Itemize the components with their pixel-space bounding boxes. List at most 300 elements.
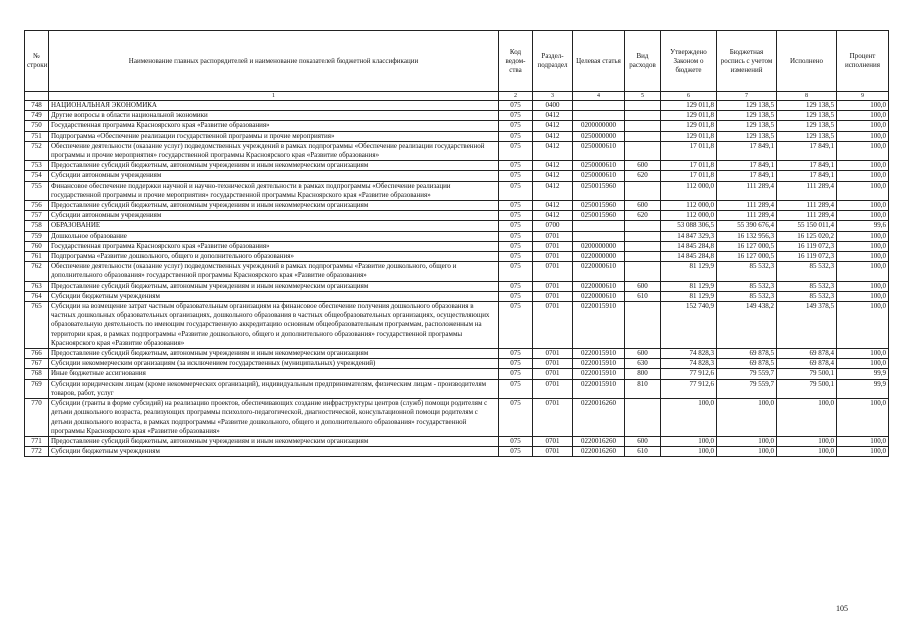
row-target-article: 0220016260 xyxy=(573,399,625,437)
row-approved: 100,0 xyxy=(661,399,717,437)
row-number: 757 xyxy=(25,211,49,221)
table-row xyxy=(25,369,889,379)
row-number: 770 xyxy=(25,399,49,437)
row-target-article xyxy=(573,101,625,111)
row-number: 749 xyxy=(25,111,49,121)
row-expense-type xyxy=(625,262,661,281)
row-target-article xyxy=(573,231,625,241)
row-dept-code: 075 xyxy=(499,262,533,281)
table-row xyxy=(25,262,889,281)
row-name: Субсидии автономным учреждениям xyxy=(49,211,499,221)
row-percent: 100,0 xyxy=(837,252,889,262)
row-painting: 100,0 xyxy=(717,447,777,457)
row-approved: 152 740,9 xyxy=(661,302,717,349)
row-painting: 129 138,5 xyxy=(717,101,777,111)
row-approved: 129 011,8 xyxy=(661,121,717,131)
col-number: 8 xyxy=(777,92,837,101)
row-painting: 111 289,4 xyxy=(717,201,777,211)
row-approved: 77 912,6 xyxy=(661,369,717,379)
table-row xyxy=(25,302,889,349)
row-target-article: 0220015910 xyxy=(573,379,625,398)
row-section: 0701 xyxy=(533,399,573,437)
row-approved: 14 847 329,3 xyxy=(661,231,717,241)
row-target-article: 0220000610 xyxy=(573,281,625,291)
row-section: 0412 xyxy=(533,171,573,181)
row-number: 754 xyxy=(25,171,49,181)
row-section: 0701 xyxy=(533,369,573,379)
row-target-article: 0220016260 xyxy=(573,436,625,446)
row-dept-code: 075 xyxy=(499,111,533,121)
col-number: 5 xyxy=(625,92,661,101)
col-header-approved: Утверждено Законом о бюджете xyxy=(661,31,717,92)
row-section: 0412 xyxy=(533,181,573,200)
row-approved: 14 845 284,8 xyxy=(661,252,717,262)
row-dept-code: 075 xyxy=(499,291,533,301)
row-name: Субсидии юридическим лицам (кроме некоммерческих организаций), индивидуальным предпринимателям, физическим лицам - производителям товаров, работ, услуг xyxy=(49,379,499,398)
row-expense-type: 610 xyxy=(625,447,661,457)
row-painting: 100,0 xyxy=(717,436,777,446)
row-number: 751 xyxy=(25,131,49,141)
row-target-article: 0250000000 xyxy=(573,131,625,141)
row-percent: 100,0 xyxy=(837,399,889,437)
row-dept-code: 075 xyxy=(499,399,533,437)
row-dept-code: 075 xyxy=(499,369,533,379)
row-number: 753 xyxy=(25,161,49,171)
row-number: 755 xyxy=(25,181,49,200)
col-header-target: Целевая статья xyxy=(573,31,625,92)
row-section: 0412 xyxy=(533,141,573,160)
row-approved: 129 011,8 xyxy=(661,101,717,111)
row-approved: 129 011,8 xyxy=(661,131,717,141)
table-row xyxy=(25,359,889,369)
row-painting: 85 532,3 xyxy=(717,262,777,281)
row-number: 763 xyxy=(25,281,49,291)
row-target-article: 0250000610 xyxy=(573,141,625,160)
row-section: 0701 xyxy=(533,349,573,359)
row-number: 769 xyxy=(25,379,49,398)
row-name: Государственная программа Красноярского края «Развитие образования» xyxy=(49,121,499,131)
row-percent: 100,0 xyxy=(837,262,889,281)
row-number: 759 xyxy=(25,231,49,241)
row-expense-type xyxy=(625,181,661,200)
row-executed: 149 378,5 xyxy=(777,302,837,349)
table-row xyxy=(25,349,889,359)
row-painting: 16 127 000,5 xyxy=(717,241,777,251)
row-percent: 100,0 xyxy=(837,161,889,171)
row-executed: 100,0 xyxy=(777,399,837,437)
table-header-row xyxy=(25,31,889,92)
row-name: Подпрограмма «Обеспечение реализации государственной программы и прочие мероприятия» xyxy=(49,131,499,141)
row-expense-type xyxy=(625,241,661,251)
row-name: Субсидии (гранты в форме субсидий) на реализацию проектов, обеспечивающих создание инфраструктуры центров (служб) помощи родителям с детьми дошкольного возраста, реализующих программы психолого-педагогической, диагностической, консультационной помощи родителям с детьми дошкольного возраста, в рамках подпрограммы «Развитие дошкольного, общего и дополнительного образования» государственной программы Красноярского края «Развитие образования» xyxy=(49,399,499,437)
row-target-article: 0220015910 xyxy=(573,349,625,359)
row-expense-type: 600 xyxy=(625,436,661,446)
col-header-name: Наименование главных распорядителей и наименование показателей бюджетной классификации xyxy=(49,31,499,92)
table-row xyxy=(25,252,889,262)
row-percent: 100,0 xyxy=(837,211,889,221)
row-percent: 100,0 xyxy=(837,231,889,241)
row-approved: 17 011,8 xyxy=(661,161,717,171)
row-painting: 69 878,5 xyxy=(717,359,777,369)
row-expense-type: 810 xyxy=(625,379,661,398)
row-executed: 129 138,5 xyxy=(777,131,837,141)
row-painting: 129 138,5 xyxy=(717,111,777,121)
row-target-article: 0200000000 xyxy=(573,241,625,251)
row-percent: 100,0 xyxy=(837,131,889,141)
row-percent: 100,0 xyxy=(837,171,889,181)
row-section: 0701 xyxy=(533,436,573,446)
row-name: Предоставление субсидий бюджетным, автономным учреждениям и иным некоммерческим организациям xyxy=(49,281,499,291)
row-name: Финансовое обеспечение поддержки научной и научно-технической деятельности в рамках подпрограммы «Обеспечение реализации государственной программы и прочие мероприятия» государственной программы Красноярского края «Развитие образования» xyxy=(49,181,499,200)
row-approved: 53 088 306,5 xyxy=(661,221,717,231)
table-row xyxy=(25,201,889,211)
table-row xyxy=(25,241,889,251)
row-percent: 100,0 xyxy=(837,436,889,446)
row-section: 0701 xyxy=(533,252,573,262)
row-name: Подпрограмма «Развитие дошкольного, общего и дополнительного образования» xyxy=(49,252,499,262)
col-number: 7 xyxy=(717,92,777,101)
row-number: 761 xyxy=(25,252,49,262)
row-expense-type: 800 xyxy=(625,369,661,379)
row-name: Предоставление субсидий бюджетным, автономным учреждениям и иным некоммерческим организациям xyxy=(49,161,499,171)
table-row xyxy=(25,399,889,437)
row-section: 0412 xyxy=(533,111,573,121)
row-target-article: 0250015960 xyxy=(573,181,625,200)
row-approved: 112 000,0 xyxy=(661,211,717,221)
col-number: 2 xyxy=(499,92,533,101)
row-expense-type xyxy=(625,302,661,349)
row-executed: 69 878,4 xyxy=(777,349,837,359)
row-executed: 69 878,4 xyxy=(777,359,837,369)
row-painting: 69 878,5 xyxy=(717,349,777,359)
row-approved: 74 828,3 xyxy=(661,349,717,359)
row-approved: 74 828,3 xyxy=(661,359,717,369)
row-painting: 149 438,2 xyxy=(717,302,777,349)
row-dept-code: 075 xyxy=(499,171,533,181)
col-header-vr: Вид расходов xyxy=(625,31,661,92)
table-row xyxy=(25,121,889,131)
row-name: ОБРАЗОВАНИЕ xyxy=(49,221,499,231)
row-percent: 100,0 xyxy=(837,359,889,369)
table-row xyxy=(25,171,889,181)
row-number: 748 xyxy=(25,101,49,111)
row-section: 0412 xyxy=(533,161,573,171)
table-row xyxy=(25,231,889,241)
row-name: Субсидии автономным учреждениям xyxy=(49,171,499,181)
row-painting: 79 559,7 xyxy=(717,379,777,398)
row-name: Субсидии некоммерческим организациям (за исключением государственных (муниципальных) учреждений) xyxy=(49,359,499,369)
row-section: 0701 xyxy=(533,231,573,241)
row-executed: 100,0 xyxy=(777,447,837,457)
row-target-article: 0220000610 xyxy=(573,291,625,301)
table-row xyxy=(25,101,889,111)
row-approved: 100,0 xyxy=(661,447,717,457)
row-target-article: 0220015910 xyxy=(573,359,625,369)
budget-table xyxy=(24,30,889,457)
table-row xyxy=(25,291,889,301)
table-row xyxy=(25,221,889,231)
row-expense-type: 630 xyxy=(625,359,661,369)
table-row xyxy=(25,111,889,121)
row-executed: 79 500,1 xyxy=(777,369,837,379)
table-row xyxy=(25,181,889,200)
row-dept-code: 075 xyxy=(499,181,533,200)
row-percent: 100,0 xyxy=(837,201,889,211)
row-painting: 17 849,1 xyxy=(717,161,777,171)
row-number: 762 xyxy=(25,262,49,281)
row-expense-type: 600 xyxy=(625,161,661,171)
row-expense-type xyxy=(625,111,661,121)
row-name: Предоставление субсидий бюджетным, автономным учреждениям и иным некоммерческим организациям xyxy=(49,436,499,446)
budget-sheet xyxy=(24,30,888,457)
row-painting: 55 390 676,4 xyxy=(717,221,777,231)
row-painting: 17 849,1 xyxy=(717,171,777,181)
row-name: Предоставление субсидий бюджетным, автономным учреждениям и иным некоммерческим организациям xyxy=(49,349,499,359)
row-dept-code: 075 xyxy=(499,231,533,241)
row-expense-type xyxy=(625,101,661,111)
row-expense-type xyxy=(625,141,661,160)
row-section: 0701 xyxy=(533,379,573,398)
row-executed: 129 138,5 xyxy=(777,111,837,121)
row-executed: 129 138,5 xyxy=(777,101,837,111)
row-number: 767 xyxy=(25,359,49,369)
row-number: 771 xyxy=(25,436,49,446)
row-expense-type: 620 xyxy=(625,171,661,181)
row-dept-code: 075 xyxy=(499,436,533,446)
row-target-article xyxy=(573,221,625,231)
row-approved: 17 011,8 xyxy=(661,171,717,181)
row-expense-type: 600 xyxy=(625,201,661,211)
col-number xyxy=(25,92,49,101)
row-percent: 99,9 xyxy=(837,369,889,379)
col-header-dept: Код ведом- ства xyxy=(499,31,533,92)
row-approved: 81 129,9 xyxy=(661,281,717,291)
row-executed: 17 849,1 xyxy=(777,141,837,160)
row-expense-type xyxy=(625,399,661,437)
col-header-painting: Бюджетная роспись с учетом изменений xyxy=(717,31,777,92)
row-percent: 100,0 xyxy=(837,447,889,457)
row-name: Субсидии на возмещение затрат частным образовательным организациям на финансовое обеспечение получения дошкольного образования в частных дошкольных образовательных организациях, дошкольного образования в частных общеобразовательных организациях, осуществляющих образовательную деятельность по имеющим государственную аккредитацию основным общеобразовательным программам, расположенным на территории края, в рамках подпрограммы «Развитие дошкольного, общего и дополнительного образования» государственной программы Красноярского края «Развитие образования» xyxy=(49,302,499,349)
row-name: Дошкольное образование xyxy=(49,231,499,241)
col-header-executed: Исполнено xyxy=(777,31,837,92)
row-target-article: 0250015960 xyxy=(573,211,625,221)
row-number: 752 xyxy=(25,141,49,160)
row-name: Другие вопросы в области национальной экономики xyxy=(49,111,499,121)
row-section: 0701 xyxy=(533,359,573,369)
row-executed: 111 289,4 xyxy=(777,211,837,221)
row-section: 0701 xyxy=(533,291,573,301)
row-target-article: 0220000000 xyxy=(573,252,625,262)
table-row xyxy=(25,436,889,446)
row-executed: 79 500,1 xyxy=(777,379,837,398)
row-name: Государственная программа Красноярского края «Развитие образования» xyxy=(49,241,499,251)
row-approved: 112 000,0 xyxy=(661,201,717,211)
row-name: Субсидии бюджетным учреждениям xyxy=(49,291,499,301)
row-section: 0701 xyxy=(533,447,573,457)
row-section: 0412 xyxy=(533,211,573,221)
row-dept-code: 075 xyxy=(499,241,533,251)
row-expense-type: 620 xyxy=(625,211,661,221)
row-executed: 85 532,3 xyxy=(777,262,837,281)
row-percent: 100,0 xyxy=(837,141,889,160)
row-expense-type xyxy=(625,121,661,131)
row-name: Обеспечение деятельности (оказание услуг) подведомственных учреждений в рамках подпрограммы «Развитие дошкольного, общего и дополнительного образования» государственной программы Красноярского края «Развитие образования» xyxy=(49,262,499,281)
row-painting: 100,0 xyxy=(717,399,777,437)
col-header-percent: Процент исполнения xyxy=(837,31,889,92)
row-dept-code: 075 xyxy=(499,379,533,398)
row-dept-code: 075 xyxy=(499,359,533,369)
row-number: 760 xyxy=(25,241,49,251)
row-painting: 85 532,3 xyxy=(717,281,777,291)
row-name: Обеспечение деятельности (оказание услуг) подведомственных учреждений в рамках подпрограммы «Обеспечение реализации государственной программы и прочие мероприятия» государственной программы Красноярского края «Развитие образования» xyxy=(49,141,499,160)
row-section: 0701 xyxy=(533,241,573,251)
row-painting: 129 138,5 xyxy=(717,121,777,131)
row-percent: 100,0 xyxy=(837,349,889,359)
row-target-article xyxy=(573,111,625,121)
row-dept-code: 075 xyxy=(499,201,533,211)
row-percent: 100,0 xyxy=(837,101,889,111)
row-approved: 100,0 xyxy=(661,436,717,446)
row-executed: 129 138,5 xyxy=(777,121,837,131)
row-number: 765 xyxy=(25,302,49,349)
row-name: Субсидии бюджетным учреждениям xyxy=(49,447,499,457)
row-section: 0701 xyxy=(533,302,573,349)
table-row xyxy=(25,447,889,457)
row-dept-code: 075 xyxy=(499,302,533,349)
row-executed: 111 289,4 xyxy=(777,201,837,211)
row-number: 766 xyxy=(25,349,49,359)
row-painting: 111 289,4 xyxy=(717,181,777,200)
row-dept-code: 075 xyxy=(499,447,533,457)
row-section: 0400 xyxy=(533,101,573,111)
row-percent: 99,6 xyxy=(837,221,889,231)
row-number: 756 xyxy=(25,201,49,211)
col-number: 1 xyxy=(49,92,499,101)
row-expense-type: 600 xyxy=(625,281,661,291)
row-number: 772 xyxy=(25,447,49,457)
row-dept-code: 075 xyxy=(499,349,533,359)
col-header-num: № строки xyxy=(25,31,49,92)
row-target-article: 0200000000 xyxy=(573,121,625,131)
row-painting: 17 849,1 xyxy=(717,141,777,160)
col-number: 9 xyxy=(837,92,889,101)
row-painting: 16 127 000,5 xyxy=(717,252,777,262)
row-executed: 17 849,1 xyxy=(777,161,837,171)
row-target-article: 0250015960 xyxy=(573,201,625,211)
row-number: 758 xyxy=(25,221,49,231)
row-section: 0412 xyxy=(533,121,573,131)
row-expense-type xyxy=(625,252,661,262)
row-executed: 55 150 011,4 xyxy=(777,221,837,231)
row-dept-code: 075 xyxy=(499,141,533,160)
col-number: 4 xyxy=(573,92,625,101)
row-painting: 111 289,4 xyxy=(717,211,777,221)
row-executed: 111 289,4 xyxy=(777,181,837,200)
row-percent: 100,0 xyxy=(837,291,889,301)
row-expense-type xyxy=(625,131,661,141)
row-approved: 14 845 284,8 xyxy=(661,241,717,251)
row-painting: 79 559,7 xyxy=(717,369,777,379)
page-number: 105 xyxy=(836,604,848,613)
row-section: 0412 xyxy=(533,201,573,211)
table-row xyxy=(25,211,889,221)
row-section: 0701 xyxy=(533,262,573,281)
row-executed: 17 849,1 xyxy=(777,171,837,181)
row-expense-type xyxy=(625,231,661,241)
row-painting: 129 138,5 xyxy=(717,131,777,141)
row-dept-code: 075 xyxy=(499,101,533,111)
row-executed: 85 532,3 xyxy=(777,281,837,291)
row-target-article: 0250000610 xyxy=(573,161,625,171)
row-painting: 85 532,3 xyxy=(717,291,777,301)
row-target-article: 0220015910 xyxy=(573,302,625,349)
row-executed: 85 532,3 xyxy=(777,291,837,301)
row-target-article: 0220016260 xyxy=(573,447,625,457)
row-approved: 81 129,9 xyxy=(661,262,717,281)
row-dept-code: 075 xyxy=(499,221,533,231)
table-row xyxy=(25,131,889,141)
row-section: 0412 xyxy=(533,131,573,141)
table-row xyxy=(25,379,889,398)
table-body xyxy=(25,101,889,457)
row-approved: 112 000,0 xyxy=(661,181,717,200)
row-expense-type xyxy=(625,221,661,231)
row-expense-type: 600 xyxy=(625,349,661,359)
row-executed: 16 119 072,3 xyxy=(777,241,837,251)
row-dept-code: 075 xyxy=(499,161,533,171)
row-section: 0701 xyxy=(533,281,573,291)
table-row xyxy=(25,141,889,160)
row-percent: 100,0 xyxy=(837,181,889,200)
row-approved: 77 912,6 xyxy=(661,379,717,398)
row-target-article: 0220015910 xyxy=(573,369,625,379)
row-target-article: 0250000610 xyxy=(573,171,625,181)
col-number: 6 xyxy=(661,92,717,101)
row-percent: 100,0 xyxy=(837,281,889,291)
row-painting: 16 132 956,3 xyxy=(717,231,777,241)
row-percent: 100,0 xyxy=(837,111,889,121)
row-executed: 16 119 072,3 xyxy=(777,252,837,262)
row-number: 750 xyxy=(25,121,49,131)
row-section: 0700 xyxy=(533,221,573,231)
row-executed: 16 125 020,2 xyxy=(777,231,837,241)
row-number: 764 xyxy=(25,291,49,301)
row-approved: 129 011,8 xyxy=(661,111,717,121)
table-row xyxy=(25,281,889,291)
col-header-section: Раздел- подраздел xyxy=(533,31,573,92)
row-dept-code: 075 xyxy=(499,131,533,141)
row-approved: 17 011,8 xyxy=(661,141,717,160)
col-number: 3 xyxy=(533,92,573,101)
column-number-row xyxy=(25,92,889,101)
row-executed: 100,0 xyxy=(777,436,837,446)
row-percent: 100,0 xyxy=(837,302,889,349)
row-dept-code: 075 xyxy=(499,281,533,291)
row-expense-type: 610 xyxy=(625,291,661,301)
row-percent: 99,9 xyxy=(837,379,889,398)
row-dept-code: 075 xyxy=(499,211,533,221)
row-name: Иные бюджетные ассигнования xyxy=(49,369,499,379)
row-name: НАЦИОНАЛЬНАЯ ЭКОНОМИКА xyxy=(49,101,499,111)
row-number: 768 xyxy=(25,369,49,379)
row-percent: 100,0 xyxy=(837,241,889,251)
table-row xyxy=(25,161,889,171)
row-dept-code: 075 xyxy=(499,252,533,262)
row-target-article: 0220000610 xyxy=(573,262,625,281)
row-name: Предоставление субсидий бюджетным, автономным учреждениям и иным некоммерческим организациям xyxy=(49,201,499,211)
row-dept-code: 075 xyxy=(499,121,533,131)
row-approved: 81 129,9 xyxy=(661,291,717,301)
